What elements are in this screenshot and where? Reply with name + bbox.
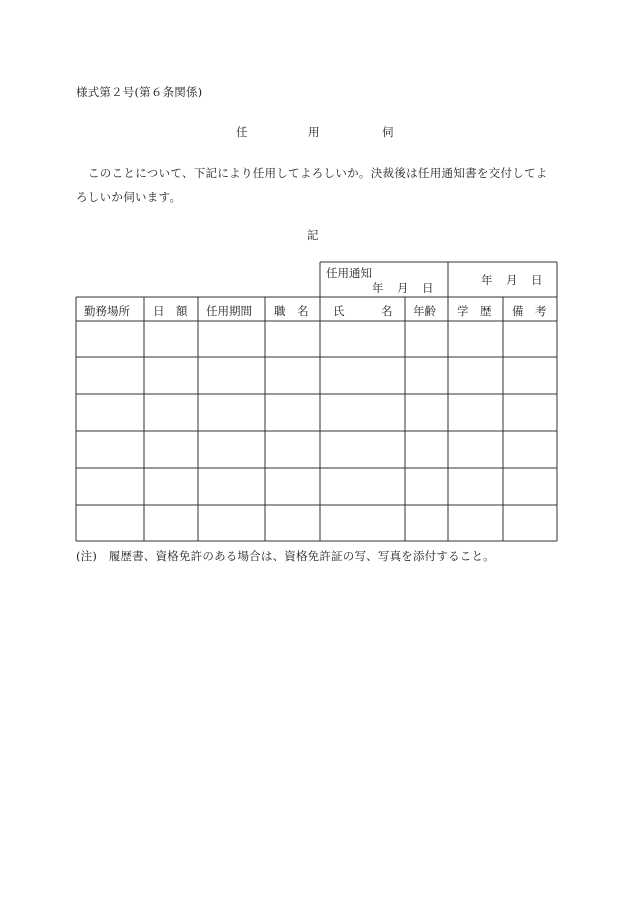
notice-label: 任用通知 [326, 266, 372, 280]
header-given-name: 名 [381, 304, 393, 318]
body-paragraph: このことについて、下記により任用してよろしいか。決裁後は任用通知書を交付してよろしいか伺います。 [76, 166, 548, 204]
header-position: 職 名 [274, 304, 309, 318]
header-period: 任用期間 [206, 304, 252, 318]
header-age: 年齢 [413, 304, 436, 318]
header-education: 学 歴 [457, 304, 492, 318]
title-char-2: 用 [308, 125, 320, 139]
header-workplace: 勤務場所 [84, 304, 130, 318]
notice-date-right: 年 月 日 [481, 273, 544, 287]
ki-heading: 記 [307, 228, 319, 242]
form-number: 様式第２号(第６条関係) [76, 85, 203, 99]
header-surname: 氏 [333, 304, 345, 318]
notice-date-left: 年 月 日 [372, 281, 435, 295]
footnote: (注) 履歴書、資格免許のある場合は、資格免許証の写、写真を添付すること。 [76, 549, 495, 563]
header-remarks: 備 考 [512, 304, 547, 318]
title-char-1: 任 [236, 125, 248, 139]
title-char-3: 伺 [382, 125, 394, 139]
header-daily-wage: 日 額 [153, 304, 188, 318]
